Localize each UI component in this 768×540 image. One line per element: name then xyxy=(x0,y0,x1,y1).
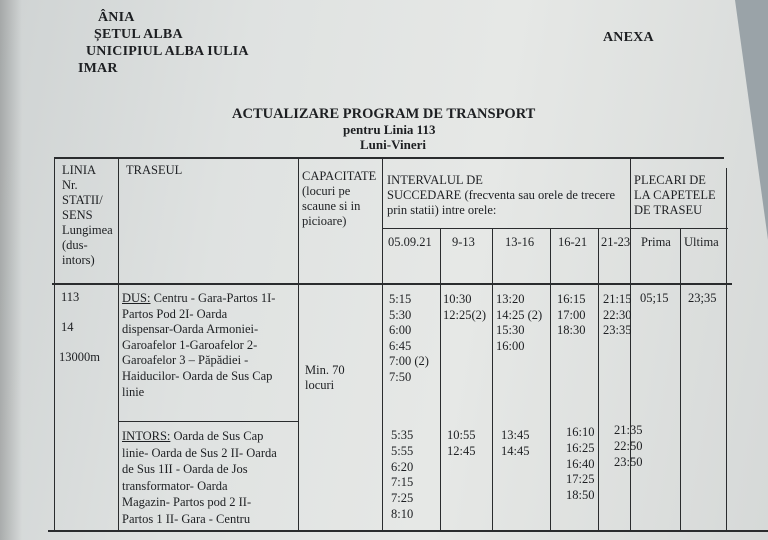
dus-times-col4: 16:15 17:00 18:30 xyxy=(557,292,586,338)
hdr-linia: LINIA Nr. STATII/ SENS Lungimea (dus- intors) xyxy=(62,163,113,267)
col-line-8 xyxy=(630,157,631,531)
dus-times-col5: 21:15 22:30 23:35 xyxy=(603,292,632,338)
col-line-7 xyxy=(598,228,599,531)
col-line-6 xyxy=(550,228,551,531)
sub-prima: Prima xyxy=(641,235,671,249)
hdr-interval: INTERVALUL DE SUCCEDARE (frecventa sau orele de trecere prin statii) intre orele: xyxy=(387,173,616,217)
hdr-capacitate: CAPACITATE (locuri pe scaune si in picioare) xyxy=(302,169,377,228)
line-number: 113 xyxy=(61,290,80,304)
header-municipality: UNICIPIUL ALBA IULIA xyxy=(86,44,249,59)
document-subtitle: pentru Linia 113 xyxy=(343,122,436,137)
hdr-plecari: PLECARI DE LA CAPETELE DE TRASEU xyxy=(634,173,716,217)
dus-times-col2: 10:30 12:25(2) xyxy=(443,292,487,322)
intors-times-col3: 13:45 14:45 xyxy=(501,428,530,458)
last-departure: 23;35 xyxy=(688,291,717,305)
sub-21-23: 21-23 xyxy=(601,235,631,249)
table-border-bottom xyxy=(48,530,768,532)
route-divider xyxy=(118,421,298,422)
sub-ultima: Ultima xyxy=(684,235,719,249)
col-line-2 xyxy=(298,157,299,531)
intors-label: INTORS: xyxy=(122,429,171,443)
table-border-top xyxy=(54,157,724,159)
col-line-0 xyxy=(54,157,55,531)
header-country: ÂNIA xyxy=(98,10,135,25)
intors-times-col5: 21:35 22:50 23:50 xyxy=(614,423,643,469)
dus-route: DUS: Centru - Gara-Partos 1I- Partos Pod 2I- Oarda dispensar-Oarda Armoniei- Garoafelor 1-Garoafelor 2- Garoafelor 3 – Păpădiei - Haiducilor- Oarda de Sus Cap linie xyxy=(122,291,276,399)
document-title: ACTUALIZARE PROGRAM DE TRANSPORT xyxy=(232,106,536,122)
intors-times-col1: 5:35 5:55 6:20 7:15 7:25 8:10 xyxy=(391,428,414,521)
hdr-traseul: TRASEUL xyxy=(126,163,183,177)
dus-label: DUS: xyxy=(122,291,151,305)
intors-times-col4: 16:10 16:25 16:40 17:25 18:50 xyxy=(566,425,595,503)
sub-9-13: 9-13 xyxy=(452,235,475,249)
col-line-10 xyxy=(726,168,727,531)
dus-times-col3: 13:20 14:25 (2) 15:30 16:00 xyxy=(496,292,543,353)
col-line-1 xyxy=(118,157,119,531)
intors-route: INTORS: Oarda de Sus Cap linie- Oarda de Sus 2 II- Oarda de Sus 1II - Oarda de Jos transformator- Oarda Magazin- Partos pod 2 II- Partos 1 II- Gara - Centru xyxy=(122,429,277,526)
col-line-5 xyxy=(492,228,493,531)
intors-times-col2: 10:55 12:45 xyxy=(447,428,476,458)
sub-date: 05.09.21 xyxy=(388,235,432,249)
sub-13-16: 13-16 xyxy=(505,235,535,249)
capacity-value: Min. 70 locuri xyxy=(305,363,345,392)
sub-16-21: 16-21 xyxy=(558,235,588,249)
route-length: 13000m xyxy=(59,350,100,364)
annex-label: ANEXA xyxy=(603,30,654,45)
station-count: 14 xyxy=(61,320,74,334)
dus-times-col1: 5:15 5:30 6:00 6:45 7:00 (2) 7:50 xyxy=(389,292,429,384)
col-line-4 xyxy=(440,228,441,531)
header-county: ȘETUL ALBA xyxy=(94,27,183,42)
first-departure: 05;15 xyxy=(640,291,669,305)
table-subheader-line xyxy=(382,228,728,229)
col-line-3 xyxy=(382,157,383,531)
schedule-days: Luni-Vineri xyxy=(360,137,426,152)
header-office: IMAR xyxy=(78,61,118,76)
col-line-9 xyxy=(680,228,681,531)
